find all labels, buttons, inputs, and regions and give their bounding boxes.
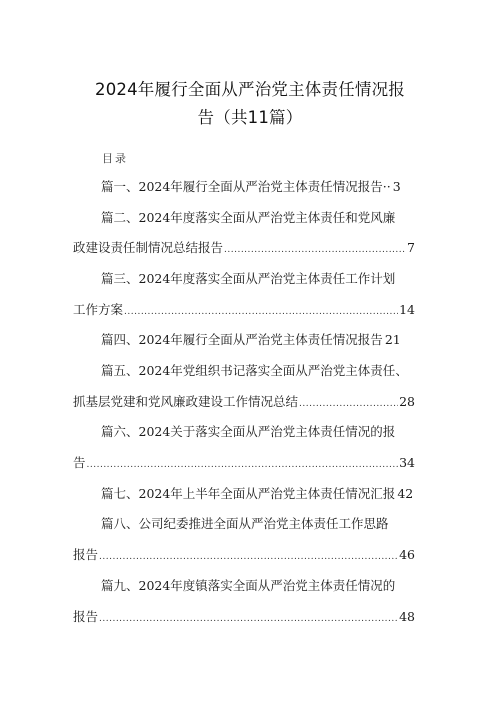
toc-entry-page: 14 [399,302,415,317]
toc-entry-text: 篇五、2024年党组织书记落实全面从严治党主体责任、 [101,363,408,378]
document-title-line-1: 2024年履行全面从严治党主体责任情况报 [95,80,405,99]
toc-entry-6-cont[interactable] [73,453,415,471]
toc-entry-text: 篇三、2024年度落实全面从严治党主体责任工作计划 [101,271,396,286]
toc-entry-text: 报告 [73,547,99,562]
toc-heading: 目录 [102,152,128,165]
toc-entry-text: 篇二、2024年度落实全面从严治党主体责任和党风廉 [101,210,396,225]
toc-entry-page: 34 [399,455,415,470]
toc-entry-page: 28 [399,394,415,409]
toc-leader-dots [224,245,406,255]
toc-entry-text: 报告 [73,609,99,624]
toc-entry-1[interactable] [73,177,415,195]
toc-entry-4[interactable] [73,330,415,348]
toc-leader-dots [99,552,398,562]
toc-entry-text: 篇一、2024年履行全面从严治党主体责任情况报告·· [101,179,391,194]
toc-entry-page: 48 [399,609,415,624]
toc-leader-dots [99,614,398,624]
toc-entry-8[interactable] [73,514,415,532]
toc-entry-3[interactable] [73,269,415,287]
toc-entry-text: 告 [73,455,86,470]
toc-entry-2-cont[interactable] [73,238,415,256]
toc-entry-7[interactable] [73,484,415,502]
toc-entry-6[interactable] [73,422,415,440]
toc-entry-3-cont[interactable] [73,300,415,318]
toc-entry-page: 42 [397,486,414,501]
toc-entry-page: 46 [399,547,415,562]
toc-entry-text: 篇八、公司纪委推进全面从严治党主体责任工作思路 [101,516,389,531]
toc-leader-dots [124,307,398,317]
toc-entry-text: 篇四、2024年履行全面从严治党主体责任情况报告 [101,332,383,347]
toc-entry-5-cont[interactable] [73,392,415,410]
toc-entry-text: 抓基层党建和党风廉政建设工作情况总结 [73,394,299,409]
toc-entry-9-cont[interactable] [73,607,415,625]
toc-leader-dots [299,399,398,409]
toc-entry-2[interactable] [73,208,415,226]
toc-entry-8-cont[interactable] [73,545,415,563]
toc-entry-page: 21 [384,332,401,347]
toc-entry-text: 篇九、2024年度镇落实全面从严治党主体责任情况的 [101,578,396,593]
toc-entry-text: 篇七、2024年上半年全面从严治党主体责任情况汇报 [101,486,396,501]
toc-entry-text: 政建设责任制情况总结报告 [73,240,224,255]
toc-entry-9[interactable] [73,576,415,594]
toc-entry-page: 7 [407,240,415,255]
toc-entry-5[interactable] [73,361,415,379]
toc-entry-text: 篇六、2024关于落实全面从严治党主体责任情况的报 [101,424,396,439]
toc-entry-text: 工作方案 [73,302,124,317]
toc-entry-page: 3 [392,179,401,194]
document-title-line-2: 告（共11篇） [197,108,303,127]
toc-leader-dots [87,460,399,470]
